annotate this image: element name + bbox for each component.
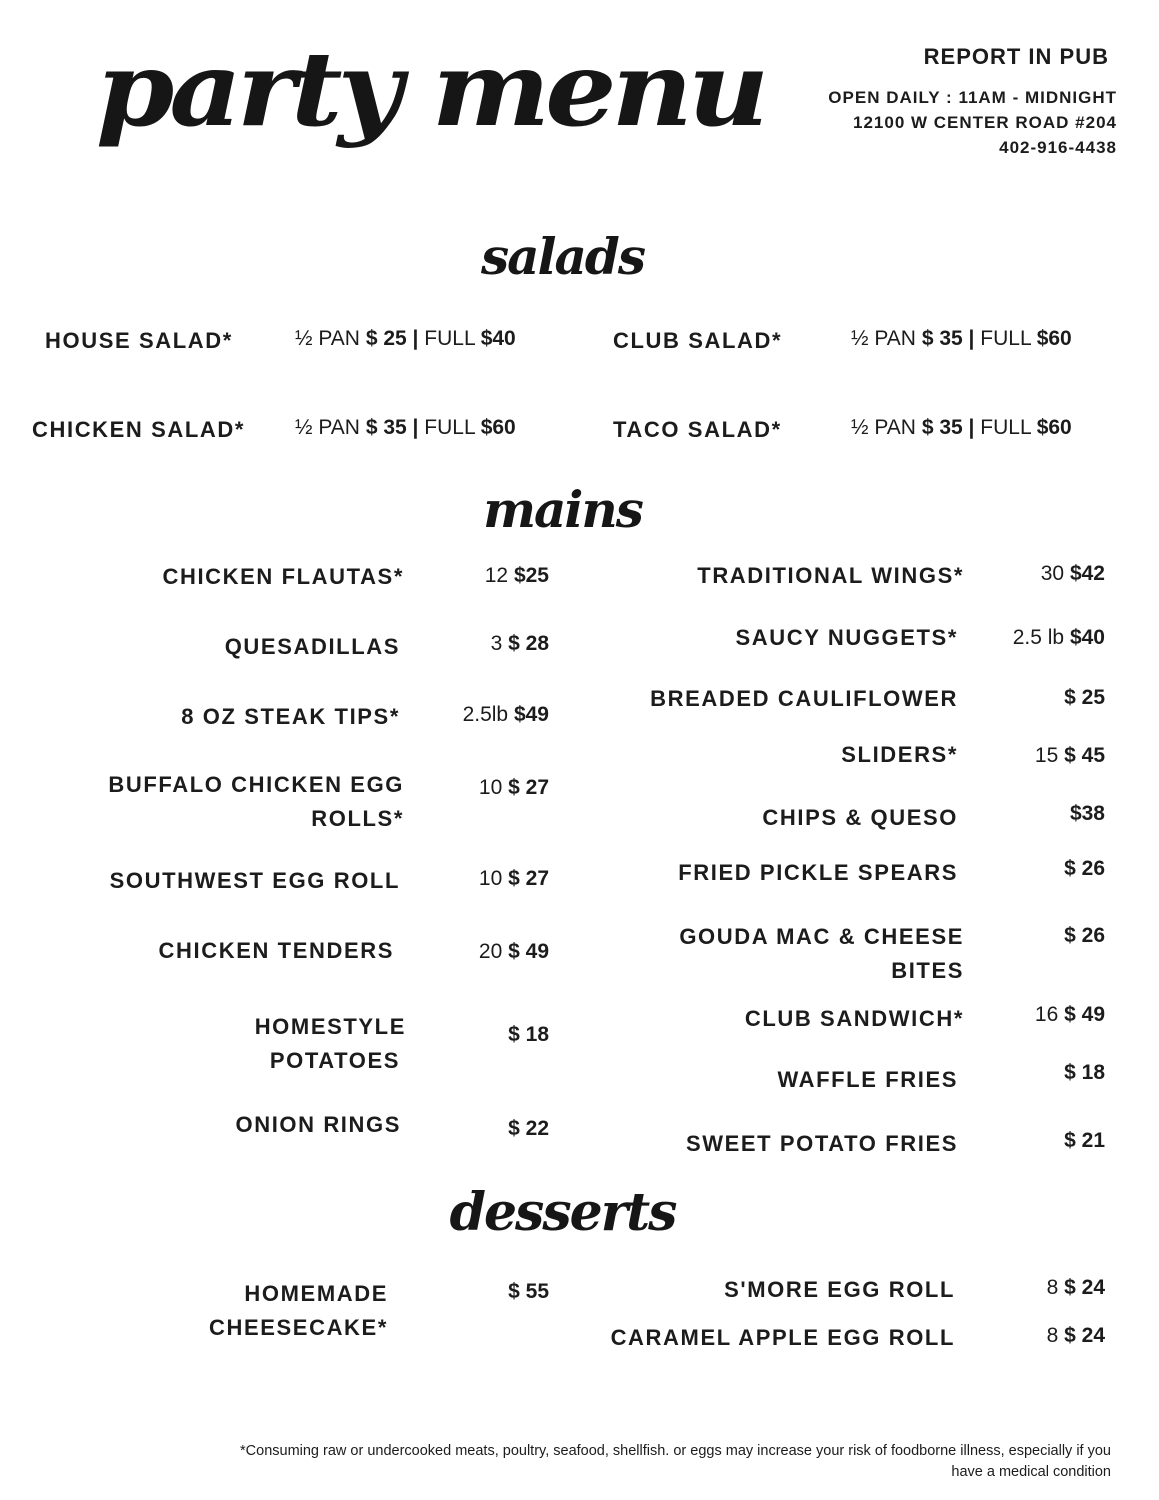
main-item-price: 10 $ 27 bbox=[478, 776, 549, 799]
main-item-name-continued: POTATOES bbox=[269, 1048, 400, 1073]
salad-item-name: CLUB SALAD* bbox=[613, 328, 783, 353]
dessert-item-price: 8 $ 24 bbox=[1046, 1324, 1105, 1347]
main-item-price: $ 22 bbox=[508, 1117, 549, 1140]
main-item-price: 3 $ 28 bbox=[490, 632, 549, 655]
main-item-name: CHICKEN TENDERS bbox=[158, 938, 394, 963]
main-item-name: TRADITIONAL WINGS* bbox=[697, 563, 964, 588]
main-item-name: CLUB SANDWICH* bbox=[744, 1006, 964, 1031]
main-item-price: 2.5lb $49 bbox=[462, 703, 549, 726]
address: 12100 W CENTER ROAD #204 bbox=[853, 113, 1117, 132]
main-item-name: CHIPS & QUESO bbox=[762, 805, 958, 830]
dessert-item-name: HOMEMADE bbox=[244, 1281, 388, 1306]
main-item-name: HOMESTYLE bbox=[254, 1014, 406, 1039]
main-item-name: ONION RINGS bbox=[235, 1112, 401, 1137]
disclaimer-line: *Consuming raw or undercooked meats, poultry, seafood, shellfish. or eggs may increase your risk of foodborne illness, especially if you bbox=[240, 1443, 1111, 1459]
main-item-price: 20 $ 49 bbox=[478, 940, 549, 963]
main-item-price: 15 $ 45 bbox=[1034, 744, 1105, 767]
section-heading-mains: mains bbox=[483, 480, 642, 539]
main-item-name: SLIDERS* bbox=[841, 742, 958, 767]
main-item-price: $ 26 bbox=[1064, 857, 1105, 880]
dessert-item-price: 8 $ 24 bbox=[1046, 1276, 1105, 1299]
main-item-name: QUESADILLAS bbox=[224, 634, 400, 659]
phone-number: 402-916-4438 bbox=[999, 138, 1117, 157]
main-item-price: $ 18 bbox=[508, 1023, 549, 1046]
main-item-price: $ 26 bbox=[1064, 924, 1105, 947]
venue-name: REPORT IN PUB bbox=[923, 44, 1109, 69]
salad-item-price: ½ PAN $ 35 | FULL $60 bbox=[851, 416, 1072, 439]
dessert-item-price: $ 55 bbox=[508, 1280, 549, 1303]
main-item-name-continued: BITES bbox=[891, 958, 964, 983]
salad-item-price: ½ PAN $ 25 | FULL $40 bbox=[295, 327, 516, 350]
opening-hours: OPEN DAILY : 11AM - MIDNIGHT bbox=[828, 88, 1117, 107]
main-item-name: FRIED PICKLE SPEARS bbox=[678, 860, 958, 885]
main-item-name: BUFFALO CHICKEN EGG bbox=[108, 772, 404, 797]
main-item-name: CHICKEN FLAUTAS* bbox=[162, 564, 404, 589]
section-heading-desserts: desserts bbox=[449, 1182, 676, 1243]
main-item-price: $ 25 bbox=[1064, 686, 1105, 709]
main-item-price: 12 $25 bbox=[484, 564, 549, 587]
main-item-name: GOUDA MAC & CHEESE bbox=[679, 924, 964, 949]
menu-title: party menu bbox=[96, 29, 765, 150]
dessert-item-name-continued: CHEESECAKE* bbox=[209, 1315, 388, 1340]
main-item-price: $ 18 bbox=[1064, 1061, 1105, 1084]
dessert-item-name: CARAMEL APPLE EGG ROLL bbox=[610, 1325, 955, 1350]
main-item-name: BREADED CAULIFLOWER bbox=[650, 686, 958, 711]
main-item-name: 8 OZ STEAK TIPS* bbox=[181, 704, 400, 729]
salad-item-name: CHICKEN SALAD* bbox=[32, 417, 246, 442]
salad-item-name: HOUSE SALAD* bbox=[45, 328, 233, 353]
main-item-price: 30 $42 bbox=[1040, 562, 1105, 585]
disclaimer-line: have a medical condition bbox=[951, 1464, 1111, 1480]
section-heading-salads: salads bbox=[480, 227, 645, 286]
dessert-item-name: S'MORE EGG ROLL bbox=[724, 1277, 955, 1302]
food-safety-disclaimer bbox=[111, 1441, 1111, 1483]
main-item-name: SWEET POTATO FRIES bbox=[685, 1131, 958, 1156]
main-item-name: SOUTHWEST EGG ROLL bbox=[109, 868, 400, 893]
main-item-name: SAUCY NUGGETS* bbox=[735, 625, 958, 650]
main-item-price: 10 $ 27 bbox=[478, 867, 549, 890]
main-item-price: $38 bbox=[1069, 802, 1105, 825]
main-item-price: 2.5 lb $40 bbox=[1012, 626, 1105, 649]
main-item-name-continued: ROLLS* bbox=[311, 806, 404, 831]
main-item-price: $ 21 bbox=[1064, 1129, 1105, 1152]
main-item-name: WAFFLE FRIES bbox=[777, 1067, 958, 1092]
salad-item-name: TACO SALAD* bbox=[613, 417, 782, 442]
main-item-price: 16 $ 49 bbox=[1034, 1003, 1105, 1026]
salad-item-price: ½ PAN $ 35 | FULL $60 bbox=[295, 416, 516, 439]
salad-item-price: ½ PAN $ 35 | FULL $60 bbox=[851, 327, 1072, 350]
